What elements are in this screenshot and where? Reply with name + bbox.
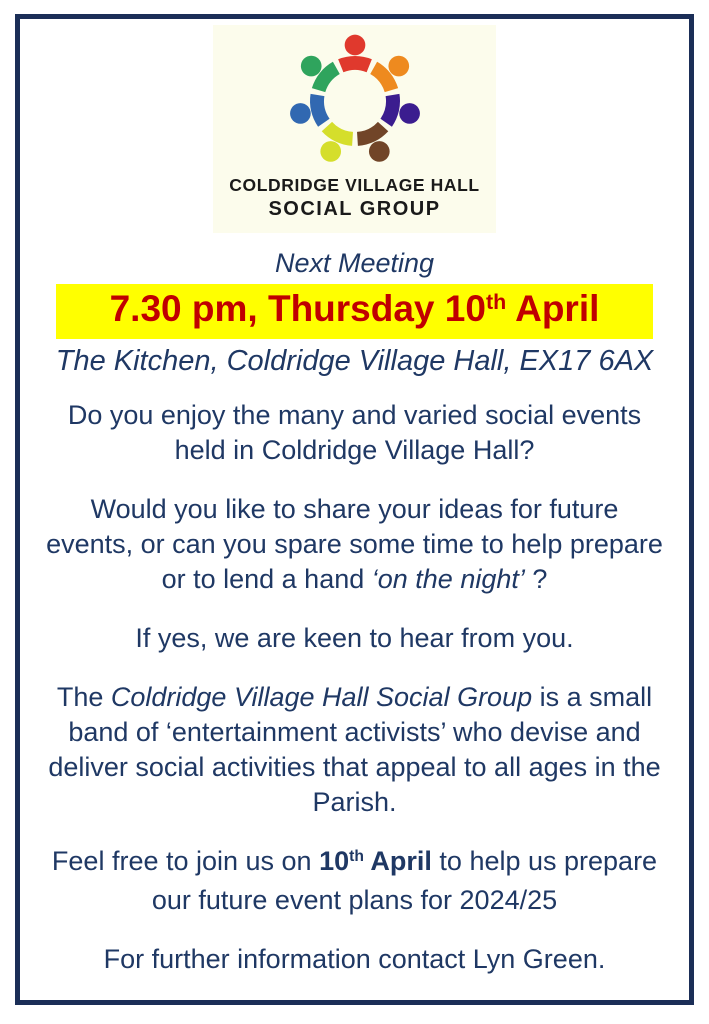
person-red [340,35,368,66]
text-segment: The [56,682,111,712]
text-segment: April [363,846,432,876]
text-segment: 10 [319,846,350,876]
meeting-datetime-highlight [56,284,653,339]
text-segment: April [506,288,600,329]
text-segment: is a small band of ‘entertainment activists’ who devise and deliver social activities that appeal to all ages in the Parish. [48,682,661,817]
person-head [344,35,365,56]
flyer-border-frame [15,14,694,1005]
paragraph [45,621,665,656]
flyer-paragraphs [20,398,689,977]
text-segment: 7.30 pm, Thursday 10 [109,288,486,329]
person-yellow [320,127,352,162]
text-segment: th [349,848,364,866]
logo-card [213,25,496,233]
person-arc [373,68,391,90]
person-arc [326,127,352,139]
person-orange [373,56,408,90]
text-segment: If yes, we are keen to hear from you. [135,623,574,653]
person-green [300,56,335,90]
flyer-content [20,19,689,1000]
person-head [290,103,311,124]
paragraph [45,398,665,468]
meeting-location: The Kitchen, Coldridge Village Hall, EX17 6AX [55,345,654,377]
text-segment: ? [524,564,548,594]
person-head [388,56,409,77]
logo-title: COLDRIDGE VILLAGE HALL [229,175,480,195]
text-segment: For further information contact Lyn Green. [103,944,606,974]
text-segment: th [485,290,507,315]
person-arc [340,63,368,66]
paragraph [45,844,665,918]
person-arc [357,127,383,139]
person-head [399,103,420,124]
person-head [300,56,321,77]
text-segment: Do you enjoy the many and varied social events held in Coldridge Village Hall? [67,400,642,465]
text-segment: to help us prepare our future event plans for 2024/25 [151,846,658,915]
person-brown [357,127,389,162]
paragraph [45,492,665,597]
person-arc [386,95,393,123]
person-arc [316,95,323,123]
person-purple [386,95,420,124]
text-segment: Feel free to join us on [51,846,320,876]
paragraph [45,942,665,977]
paragraph [45,680,665,820]
person-head [368,141,389,162]
person-blue [290,95,324,124]
next-meeting-label: Next Meeting [274,248,435,278]
text-segment: ‘on the night’ [371,564,525,594]
text-segment: Coldridge Village Hall Social Group [110,682,533,712]
logo-subtitle: SOCIAL GROUP [268,198,441,220]
person-head [320,141,341,162]
text-segment: Would you like to share your ideas for future events, or can you spare some time to help prepare or to lend a hand [46,494,663,594]
people-circle-logo-icon [287,33,423,169]
person-arc [318,68,336,90]
